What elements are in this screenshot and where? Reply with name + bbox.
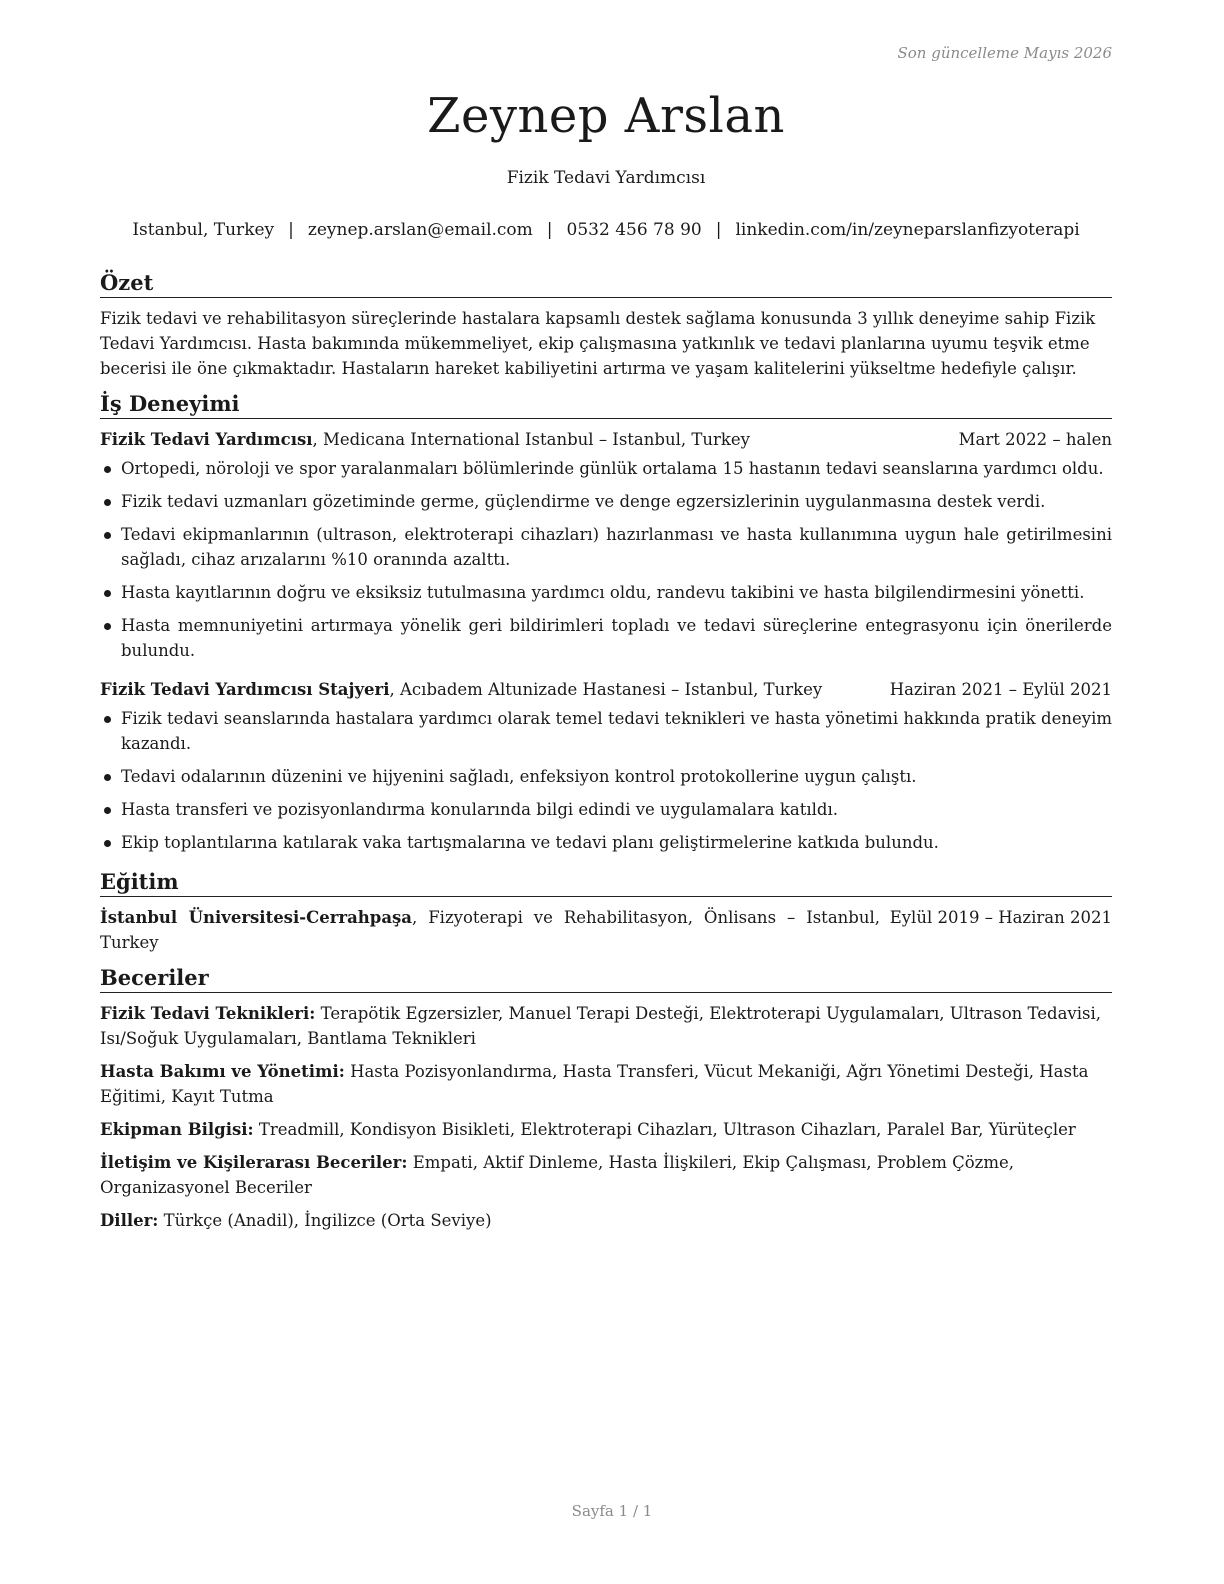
education-section [100,869,1112,955]
job-entry [100,677,1112,855]
contact-separator: | [546,220,553,240]
skill-row [100,1001,1112,1051]
education-details [100,905,880,955]
candidate-name: Zeynep Arslan [427,88,785,144]
contact-separator: | [715,220,722,240]
job-bullet: Ortopedi, nöroloji ve spor yaralanmaları bölümlerinde günlük ortalama 15 hastanın tedavi seanslarına yardımcı oldu. [100,456,1112,481]
job-bullet: Tedavi odalarının düzenini ve hijyenini sağladı, enfeksiyon kontrol protokollerine uygun çalıştı. [100,764,1112,789]
skill-label: Diller: [100,1211,159,1230]
job-header [100,677,1112,702]
section-title-summary: Özet [100,270,1112,298]
candidate-role: Fizik Tedavi Yardımcısı [506,168,706,188]
experience-section [100,391,1112,855]
contact-phone: 0532 456 78 90 [566,220,702,240]
job-header [100,427,1112,452]
job-bullet: Tedavi ekipmanlarının (ultrason, elektroterapi cihazları) hazırlanması ve hasta kullanımına uygun hale getirilmesini sağladı, cihaz arızalarını %10 oranında azalttı. [100,522,1112,572]
skill-label: Hasta Bakımı ve Yönetimi: [100,1062,345,1081]
resume-content [100,270,1112,1243]
contact-separator: | [288,220,294,240]
education-dates: Eylül 2019 – Haziran 2021 [889,908,1112,927]
job-title-line [100,427,750,452]
skill-value: Empati, Aktif Dinleme, Hasta İlişkileri, Ekip Çalışması, Problem Çözme, Organizasyonel Beceriler [100,1153,1015,1197]
section-title-experience: İş Deneyimi [100,391,1112,419]
job-title-line [100,677,822,702]
skill-label: Ekipman Bilgisi: [100,1120,254,1139]
skills-section [100,965,1112,1233]
contact-line [100,220,1112,240]
job-bullet: Hasta kayıtlarının doğru ve eksiksiz tutulmasına yardımcı oldu, randevu takibini ve hasta bilgilendirmesini yönetti. [100,580,1112,605]
job-position: Fizik Tedavi Yardımcısı Stajyeri [100,680,390,699]
skill-value: Hasta Pozisyonlandırma, Hasta Transferi, Vücut Mekaniği, Ağrı Yönetimi Desteği, Hasta Eğitimi, Kayıt Tutma [100,1062,1089,1106]
skill-value: Terapötik Egzersizler, Manuel Terapi Desteği, Elektroterapi Uygulamaları, Ultrason Tedavisi, Isı/Soğuk Uygulamaları, Bantlama Teknikleri [100,1004,1102,1048]
job-bullet: Hasta memnuniyetini artırmaya yönelik geri bildirimleri topladı ve tedavi süreçlerine entegrasyonu için önerilerde bulundu. [100,613,1112,663]
skill-row [100,1117,1112,1142]
skill-row [100,1208,1112,1233]
skill-value: Türkçe (Anadil), İngilizce (Orta Seviye) [158,1211,492,1230]
contact-linkedin[interactable]: linkedin.com/in/zeyneparslanfizyoterapi [735,220,1080,240]
last-updated: Son güncelleme Mayıs 2026 [897,44,1112,62]
job-company: , Medicana International Istanbul – Istanbul, Turkey [312,430,750,449]
job-bullets [100,456,1112,663]
job-position: Fizik Tedavi Yardımcısı [100,430,313,449]
education-program: , Fizyoterapi ve Rehabilitasyon, Önlisans – Istanbul, Turkey [100,908,880,952]
section-title-education: Eğitim [100,869,1112,897]
skill-row [100,1059,1112,1109]
contact-email[interactable]: zeynep.arslan@email.com [307,220,533,240]
skill-value: Treadmill, Kondisyon Bisikleti, Elektroterapi Cihazları, Ultrason Cihazları, Paralel Bar, Yürüteçler [253,1120,1076,1139]
job-dates: Haziran 2021 – Eylül 2021 [889,680,1112,699]
page-number: Sayfa 1 / 1 [571,1502,653,1520]
summary-text: Fizik tedavi ve rehabilitasyon süreçlerinde hastalara kapsamlı destek sağlama konusunda 3 yıllık deneyime sahip Fizik Tedavi Yardımcısı. Hasta bakımında mükemmeliyet, ekip çalışmasına yatkınlık ve tedavi planlarına uyumu teşvik etme becerisi ile öne çıkmaktadır. Hastaların hareket kabiliyetini artırma ve yaşam kalitelerini yükseltme hedefiyle çalışır. [100,309,1096,378]
job-dates: Mart 2022 – halen [958,430,1112,449]
skill-row [100,1150,1112,1200]
section-title-skills: Beceriler [100,965,1112,993]
job-bullet: Fizik tedavi uzmanları gözetiminde germe, güçlendirme ve denge egzersizlerinin uygulanmasına destek verdi. [100,489,1112,514]
education-school: İstanbul Üniversitesi-Cerrahpaşa [100,908,413,927]
skill-label: İletişim ve Kişilerarası Beceriler: [100,1153,408,1172]
skill-label: Fizik Tedavi Teknikleri: [100,1004,316,1023]
job-entry [100,427,1112,663]
education-entry [100,905,1112,955]
job-bullet: Hasta transferi ve pozisyonlandırma konularında bilgi edindi ve uygulamalara katıldı. [100,797,1112,822]
summary-section [100,270,1112,381]
job-company: , Acıbadem Altunizade Hastanesi – Istanbul, Turkey [389,680,823,699]
job-bullet: Fizik tedavi seanslarında hastalara yardımcı olarak temel tedavi teknikleri ve hasta yönetimi hakkında pratik deneyim kazandı. [100,706,1112,756]
contact-location: Istanbul, Turkey [132,220,275,240]
job-bullets [100,706,1112,855]
job-bullet: Ekip toplantılarına katılarak vaka tartışmalarına ve tedavi planı geliştirmelerine katkıda bulundu. [100,830,1112,855]
